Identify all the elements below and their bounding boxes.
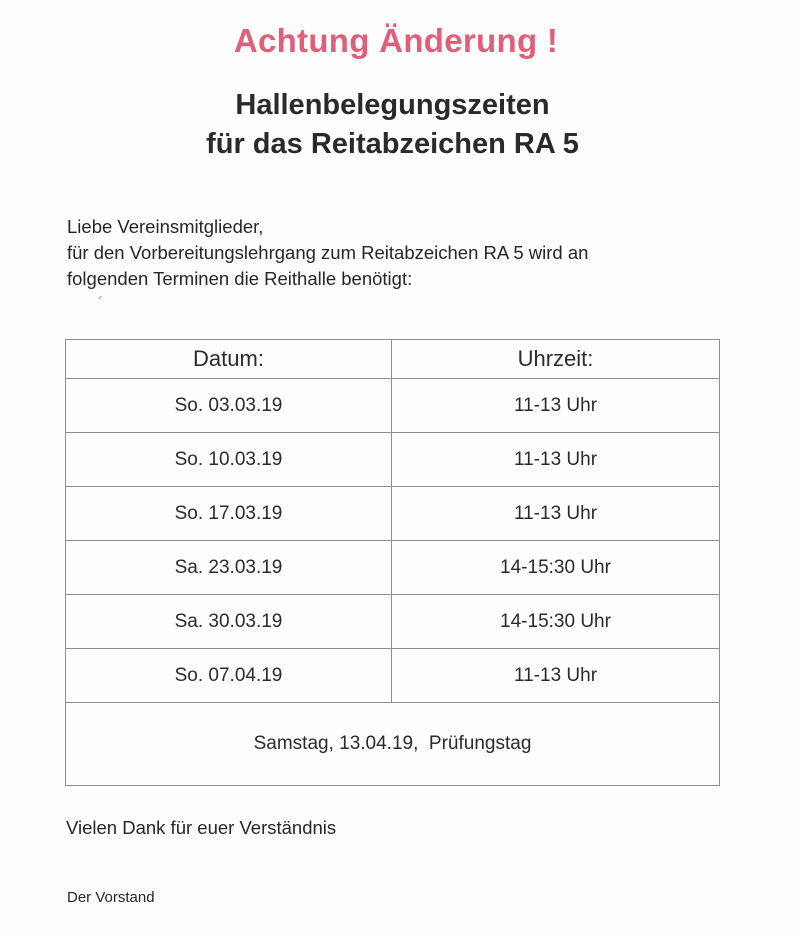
time-cell: 14-15:30 Uhr bbox=[392, 541, 720, 595]
time-cell: 11-13 Uhr bbox=[392, 487, 720, 541]
title-line-1: Hallenbelegungszeiten bbox=[235, 89, 550, 121]
schedule-table bbox=[65, 339, 720, 786]
intro-paragraph bbox=[67, 214, 588, 292]
exam-day-cell: Samstag, 13.04.19, Prüfungstag bbox=[66, 703, 720, 786]
table-row bbox=[66, 649, 720, 703]
change-notice-heading: Achtung Änderung ! bbox=[233, 22, 559, 59]
thanks-text: Vielen Dank für euer Verständnis bbox=[66, 817, 337, 838]
time-cell: 14-15:30 Uhr bbox=[392, 595, 720, 649]
time-cell: 11-13 Uhr bbox=[392, 649, 720, 703]
intro-line-2: für den Vorbereitungslehrgang zum Reitabzeichen RA 5 wird an bbox=[67, 242, 589, 263]
intro-line-3: folgenden Terminen die Reithalle benötigt: bbox=[67, 268, 413, 289]
table-row bbox=[66, 595, 720, 649]
scan-speck bbox=[98, 296, 102, 300]
time-cell: 11-13 Uhr bbox=[392, 379, 720, 433]
date-cell: Sa. 23.03.19 bbox=[66, 541, 392, 595]
time-cell: 11-13 Uhr bbox=[392, 433, 720, 487]
table-row bbox=[66, 487, 720, 541]
table-row bbox=[66, 541, 720, 595]
date-cell: So. 07.04.19 bbox=[66, 649, 392, 703]
table-row bbox=[66, 433, 720, 487]
exam-day-row bbox=[66, 703, 720, 786]
date-cell: So. 03.03.19 bbox=[66, 379, 392, 433]
document-title bbox=[0, 86, 785, 164]
date-cell: So. 17.03.19 bbox=[66, 487, 392, 541]
table-row bbox=[66, 379, 720, 433]
date-cell: So. 10.03.19 bbox=[66, 433, 392, 487]
column-header-date: Datum: bbox=[66, 340, 392, 379]
title-line-2: für das Reitabzeichen RA 5 bbox=[206, 128, 579, 160]
column-header-time: Uhrzeit: bbox=[392, 340, 720, 379]
table-header-row bbox=[66, 340, 720, 379]
signature-text: Der Vorstand bbox=[67, 889, 155, 906]
date-cell: Sa. 30.03.19 bbox=[66, 595, 392, 649]
intro-greeting: Liebe Vereinsmitglieder, bbox=[67, 216, 264, 237]
